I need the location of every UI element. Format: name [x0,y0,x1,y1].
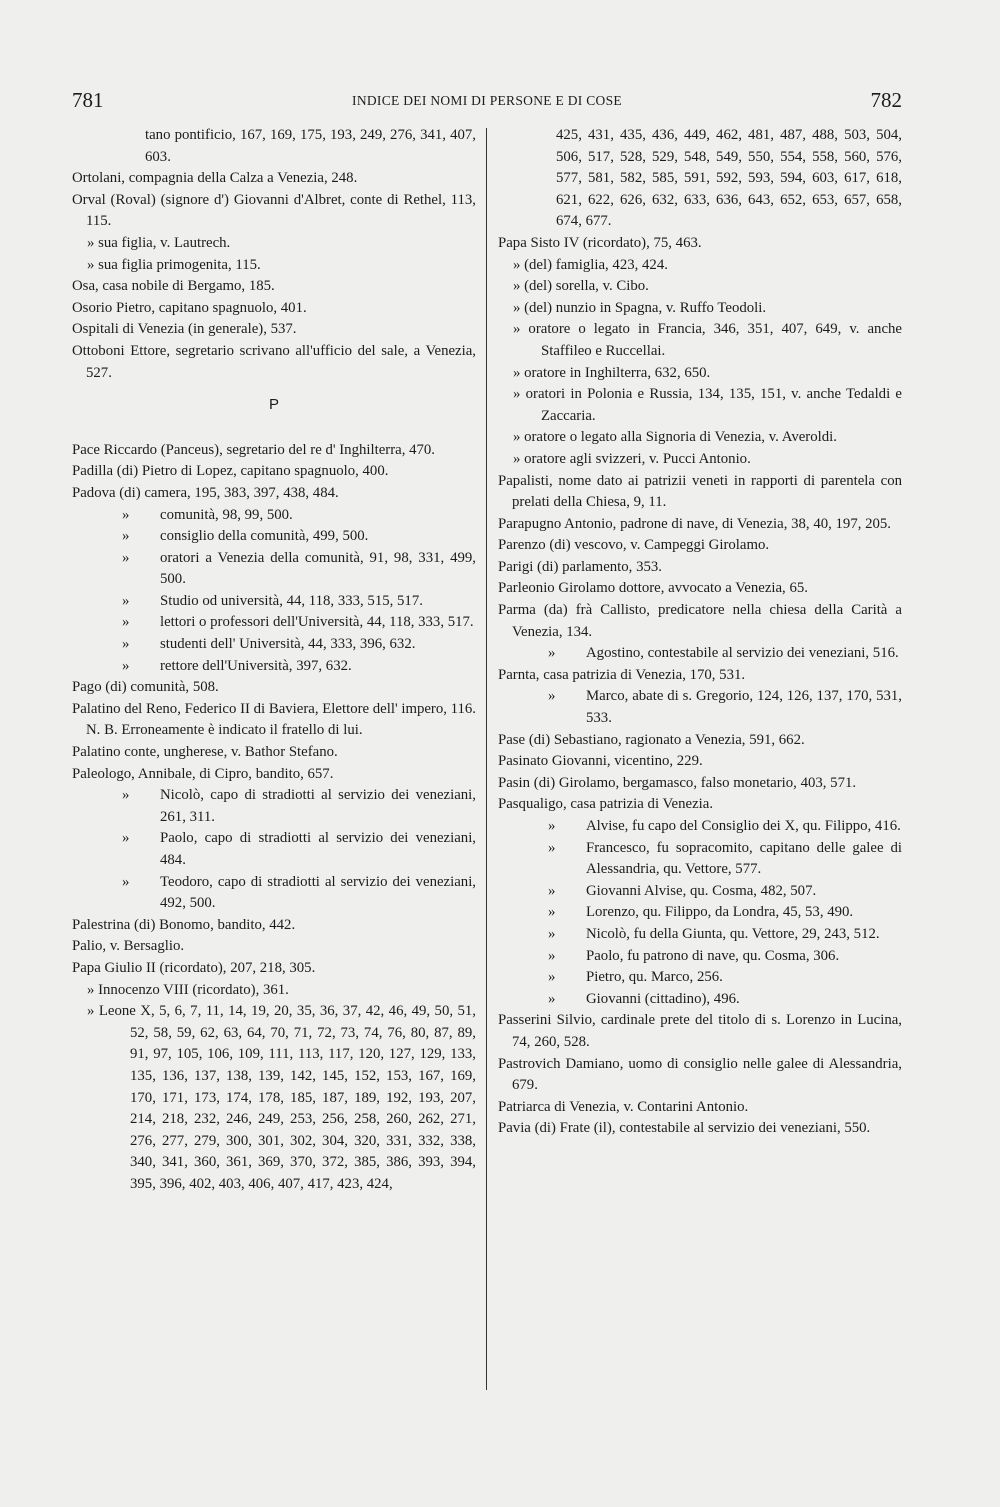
index-entry: Parigi (di) parlamento, 353. [498,558,662,575]
index-subentry [72,612,476,634]
ditto-mark: » [122,636,130,653]
index-entry: Padova (di) camera, 195, 383, 397, 438, 484. [72,484,339,501]
subentry-text: Studio od università, 44, 118, 333, 515, 517. [160,592,423,609]
subentry-text: Giovanni (cittadino), 496. [586,990,740,1007]
subentry-text: Nicolò, fu della Giunta, qu. Vettore, 29, 243, 512. [586,925,880,942]
right-column [498,125,902,1140]
subentry-text: Marco, abate di s. Gregorio, 124, 126, 137, 170, 531, 533. [586,688,902,727]
subentry-text: Alvise, fu capo del Consiglio dei X, qu. Filippo, 416. [586,818,901,834]
index-entry: Patriarca di Venezia, v. Contarini Antonio. [498,1098,749,1115]
section-letter: P [268,396,279,414]
index-entry: Padilla (di) Pietro di Lopez, capitano spagnuolo, 400. [72,463,389,480]
subentry-text: Paolo, capo di stradiotti al servizio dei veneziani, 484. [160,830,476,868]
index-entry: Pasinato Giovanni, vicentino, 229. [498,753,703,770]
ditto-mark: » [548,904,556,921]
subentry-text: Agostino, contestabile al servizio dei veneziani, 516. [586,645,899,662]
index-subentry [498,816,902,838]
index-entry: Pase (di) Sebastiano, ragionato a Venezia, 591, 662. [498,731,805,748]
index-entry: Osorio Pietro, capitano spagnuolo, 401. [72,299,307,316]
index-subentry: » (del) nunzio in Spagna, v. Ruffo Teodoli. [513,299,767,316]
subentry-text: Teodoro, capo di stradiotti al servizio dei veneziani, 492, 500. [160,873,476,912]
index-subentry: » oratore in Inghilterra, 632, 650. [513,364,711,381]
subentry-text: comunità, 98, 99, 500. [160,506,293,523]
index-entry: Parma (da) frà Callisto, predicatore nella chiesa della Carità a Venezia, 134. [498,602,902,640]
index-entry: Ospitali di Venezia (in generale), 537. [72,321,297,338]
ditto-mark: » [122,592,130,609]
index-entry: Parnta, casa patrizia di Venezia, 170, 531. [498,666,746,683]
index-subentry [72,505,476,527]
page-number-right: 782 [870,88,902,112]
index-entry: Pasqualigo, casa patrizia di Venezia. [498,796,714,813]
index-entry: Papalisti, nome dato ai patrizii veneti in rapporti di parentela con prelati della Chiesa, 9, 11. [498,472,902,511]
ditto-mark: » [548,645,556,662]
ditto-mark: » [548,947,556,964]
subentry-text: rettore dell'Università, 397, 632. [160,657,352,674]
index-entry: Ortolani, compagnia della Calza a Venezia, 248. [72,170,358,187]
index-subentry [498,881,902,903]
index-subentry: » (del) famiglia, 423, 424. [513,256,668,273]
index-entry: Pasin (di) Girolamo, bergamasco, falso monetario, 403, 571. [498,774,857,791]
index-subentry: » oratore o legato in Francia, 346, 351, 407, 649, v. anche Staffileo e Ruccellai. [513,321,902,359]
index-entry: Osa, casa nobile di Bergamo, 185. [72,278,275,295]
ditto-mark: » [122,873,130,890]
index-subentry: » (del) sorella, v. Cibo. [513,278,649,295]
index-subentry [498,946,902,968]
index-subentry [72,828,476,871]
ditto-mark: » [548,688,556,705]
index-entry: Palatino del Reno, Federico II di Baviera, Elettore dell' impero, 116. N. B. Erroneamente è indicato il fratello di lui. [72,700,476,739]
index-entry: Palio, v. Bersaglio. [72,938,185,955]
index-subentry [72,526,476,548]
subentry-text: Paolo, fu patrono di nave, qu. Cosma, 306. [586,947,840,964]
index-subentry [498,643,902,665]
subentry-text: Pietro, qu. Marco, 256. [586,969,723,986]
index-subentry [498,924,902,946]
left-column [72,125,476,1196]
index-entry: Orval (Roval) (signore d') Giovanni d'Albret, conte di Rethel, 113, 115. [72,191,476,230]
index-subentry: » sua figlia primogenita, 115. [87,256,261,273]
ditto-mark: » [548,925,556,942]
index-entry: Pace Riccardo (Panceus), segretario del re d' Inghilterra, 470. [72,441,435,458]
index-subentry: » oratore o legato alla Signoria di Venezia, v. Averoldi. [513,429,837,446]
index-entry: tano pontificio, 167, 169, 175, 193, 249, 276, 341, 407, 603. [145,127,476,165]
subentry-text: studenti dell' Università, 44, 333, 396, 632. [160,636,416,653]
index-entry: Pavia (di) Frate (il), contestabile al servizio dei veneziani, 550. [498,1120,871,1137]
index-entry: Pago (di) comunità, 508. [72,679,219,696]
index-entry: Palestrina (di) Bonomo, bandito, 442. [72,916,296,933]
ditto-mark: » [548,969,556,986]
index-subentry [72,634,476,656]
index-entry: Ottoboni Ettore, segretario scrivano all'ufficio del sale, a Venezia, 527. [72,342,476,381]
subentry-text: Francesco, fu sopracomito, capitano delle galee di Alessandria, qu. Vettore, 577. [586,839,902,878]
index-entry: Passerini Silvio, cardinale prete del titolo di s. Lorenzo in Lucina, 74, 260, 528. [498,1012,902,1050]
ditto-mark: » [548,990,556,1007]
index-entry: Pastrovich Damiano, uomo di consiglio nelle galee di Alessandria, 679. [498,1055,902,1094]
ditto-mark: » [122,506,130,523]
index-subentry: » Leone X, 5, 6, 7, 11, 14, 19, 20, 35, 36, 37, 42, 46, 49, 50, 51, 52, 58, 59, 62, 63, 64, 70, 71, 72, 73, 74, 76, 80, 87, 89, 91, 97, 105, 106, 109, 111, 113, 117, 120, 127, 129, 133, 135, 136, 137, 138, 139, 142, 145, 152, 153, 167, 169, 170, 171, 173, 174, 178, 185, 187, 189, 192, 193, 207, 214, 218, 232, 246, 249, 253, 256, 258, 260, 262, 271, 276, 277, 279, 300, 301, 302, 304, 320, 331, 332, 338, 340, 341, 360, 361, 369, 370, 372, 385, 386, 393, 394, 395, 396, 402, 403, 406, 407, 417, 423, 424, [87,1003,476,1192]
index-subentry [498,686,902,729]
index-subentry: » sua figlia, v. Lautrech. [87,234,231,251]
index-entry: Papa Giulio II (ricordato), 207, 218, 305. [72,959,316,976]
index-subentry [498,902,902,924]
index-entry-continued: 425, 431, 435, 436, 449, 462, 481, 487, 488, 503, 504, 506, 517, 528, 529, 548, 549, 550, 554, 558, 560, 576, 577, 581, 582, 585, 591, 592, 593, 594, 603, 617, 618, 621, 622, 626, 632, 633, 636, 643, 652, 653, 657, 658, 674, 677. [556,127,902,230]
running-title: INDICE DEI NOMI DI PERSONE E DI COSE [352,93,622,108]
index-subentry [72,785,476,828]
index-subentry: » oratore agli svizzeri, v. Pucci Antonio. [513,450,751,467]
index-entry: Papa Sisto IV (ricordato), 75, 463. [498,234,702,251]
ditto-mark: » [122,787,130,804]
subentry-text: oratori a Venezia della comunità, 91, 98, 331, 499, 500. [160,549,476,588]
ditto-mark: » [548,818,556,834]
ditto-mark: » [122,657,130,674]
index-subentry: » Innocenzo VIII (ricordato), 361. [87,981,289,998]
subentry-text: Giovanni Alvise, qu. Cosma, 482, 507. [586,882,817,899]
ditto-mark: » [548,839,556,856]
index-subentry [498,989,902,1011]
page-number-left: 781 [72,88,104,112]
index-entry: Parapugno Antonio, padrone di nave, di Venezia, 38, 40, 197, 205. [498,515,892,532]
subentry-text: Nicolò, capo di stradiotti al servizio dei veneziani, 261, 311. [160,787,476,825]
ditto-mark: » [122,830,130,847]
index-entry: Palatino conte, ungherese, v. Bathor Stefano. [72,744,338,761]
index-subentry [72,656,476,678]
index-subentry [72,872,476,915]
ditto-mark: » [122,528,130,545]
ditto-mark: » [122,549,130,566]
index-subentry [72,548,476,591]
subentry-text: consiglio della comunità, 499, 500. [160,528,369,545]
subentry-text: lettori o professori dell'Università, 44, 118, 333, 517. [160,614,474,631]
ditto-mark: » [122,614,130,631]
column-rule [486,128,487,1390]
index-subentry [498,967,902,989]
subentry-text: Lorenzo, qu. Filippo, da Londra, 45, 53, 490. [586,904,854,921]
index-subentry [72,591,476,613]
index-entry: Paleologo, Annibale, di Cipro, bandito, 657. [72,765,334,782]
index-entry: Parleonio Girolamo dottore, avvocato a Venezia, 65. [498,580,808,597]
ditto-mark: » [548,882,556,899]
page-header [72,88,902,116]
index-entry: Parenzo (di) vescovo, v. Campeggi Girolamo. [498,537,770,554]
index-subentry: » oratori in Polonia e Russia, 134, 135, 151, v. anche Tedaldi e Zaccaria. [513,386,902,424]
index-subentry [498,838,902,881]
